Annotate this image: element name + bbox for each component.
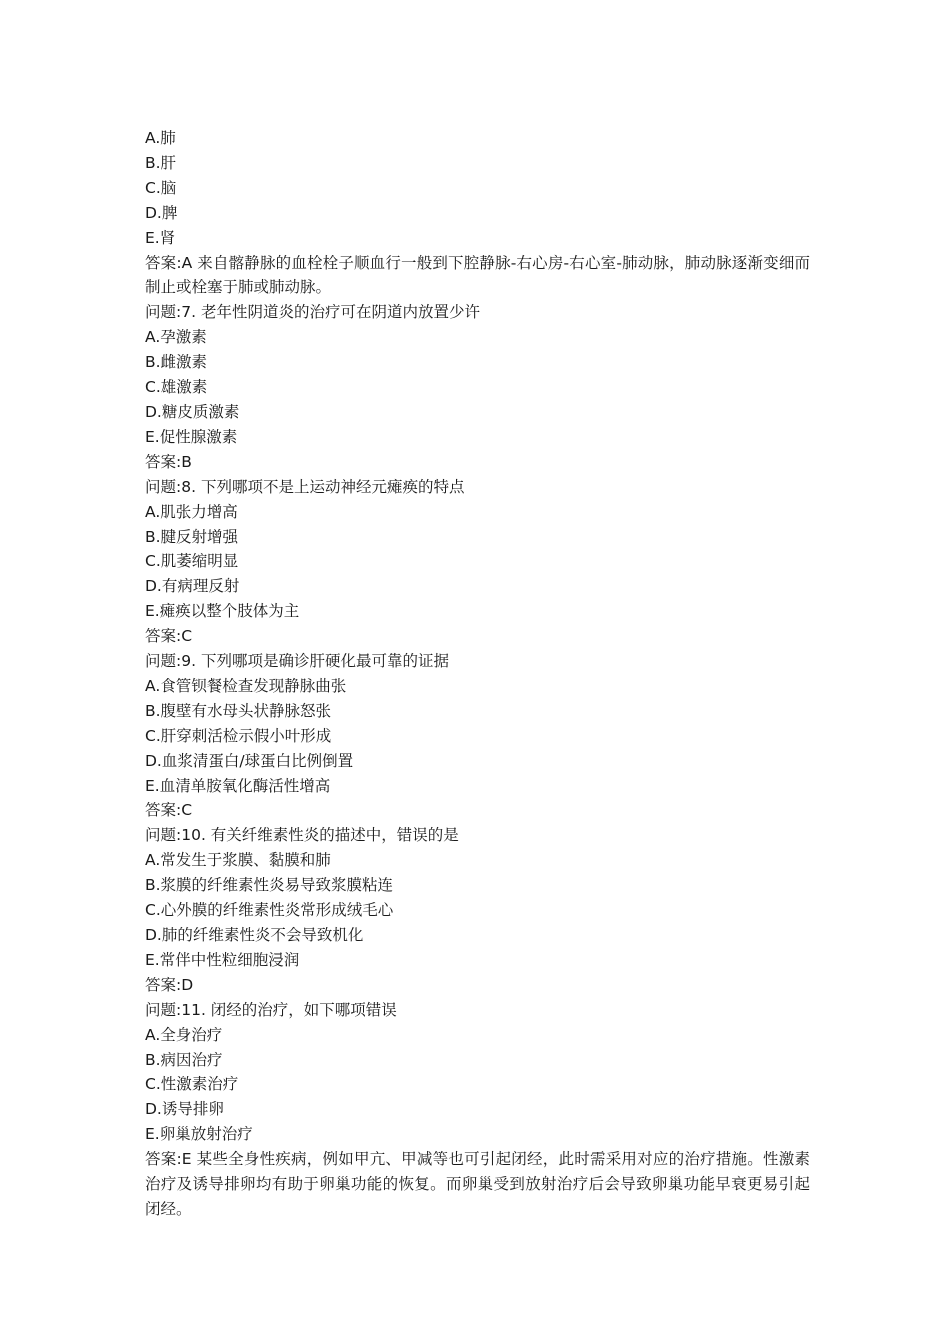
option-line: A.肺	[145, 129, 176, 147]
option-line: E.血清单胺氧化酶活性增高	[145, 776, 331, 795]
answer-line: 答案:C	[145, 801, 193, 820]
question-line: 问题:11. 闭经的治疗，如下哪项错误	[145, 1000, 397, 1019]
option-line: E.卵巢放射治疗	[145, 1125, 253, 1144]
option-line: D.糖皮质激素	[145, 402, 240, 421]
option-line: A.全身治疗	[145, 1025, 223, 1044]
question-line: 问题:10. 有关纤维素性炎的描述中，错误的是	[145, 826, 459, 845]
option-line: B.肝	[145, 153, 177, 172]
document-page	[145, 126, 810, 1222]
option-line: E.促性腺激素	[145, 427, 238, 446]
option-line: D.脾	[145, 203, 178, 222]
option-line: C.性激素治疗	[145, 1075, 239, 1094]
option-line: A.食管钡餐检查发现静脉曲张	[145, 676, 347, 695]
option-line: C.雄激素	[145, 378, 208, 397]
answer-line: 答案:C	[145, 627, 193, 646]
option-line: B.浆膜的纤维素性炎易导致浆膜粘连	[145, 876, 394, 895]
option-line: E.瘫痪以整个肢体为主	[145, 602, 300, 621]
option-line: E.肾	[145, 228, 176, 247]
option-line: A.肌张力增高	[145, 502, 238, 521]
option-line: D.血浆清蛋白/球蛋白比例倒置	[145, 751, 354, 770]
option-line: B.腱反射增强	[145, 527, 239, 546]
option-line: A.常发生于浆膜、黏膜和肺	[145, 851, 331, 870]
option-line: B.病因治疗	[145, 1050, 223, 1069]
answer-line: 答案:B	[145, 452, 192, 471]
option-line: B.雌激素	[145, 353, 208, 372]
answer-line: 答案:D	[145, 975, 194, 994]
answer-explanation: 答案:A 来自髂静脉的血栓栓子顺血行一般到下腔静脉-右心房-右心室-肺动脉，肺动脉逐渐变细而制止或栓塞于肺或肺动脉。	[145, 253, 810, 297]
option-line: B.腹壁有水母头状静脉怒张	[145, 701, 332, 720]
option-line: C.脑	[145, 178, 177, 197]
option-line: D.有病理反射	[145, 577, 240, 596]
question-line: 问题:7. 老年性阴道炎的治疗可在阴道内放置少许	[145, 303, 480, 322]
option-line: E.常伴中性粒细胞浸润	[145, 950, 300, 969]
question-line: 问题:9. 下列哪项是确诊肝硬化最可靠的证据	[145, 652, 449, 671]
option-line: D.肺的纤维素性炎不会导致机化	[145, 926, 364, 944]
question-line: 问题:8. 下列哪项不是上运动神经元瘫痪的特点	[145, 477, 465, 496]
option-line: C.肌萎缩明显	[145, 552, 239, 571]
answer-explanation: 答案:E 某些全身性疾病，例如甲亢、甲减等也可引起闭经，此时需采用对应的治疗措施。性激素治疗及诱导排卵均有助于卵巢功能的恢复。而卵巢受到放射治疗后会导致卵巢功能早衰更易引起闭经。	[145, 1150, 810, 1218]
option-line: C.心外膜的纤维素性炎常形成绒毛心	[145, 901, 394, 920]
option-line: D.诱导排卵	[145, 1100, 224, 1119]
option-line: A.孕激素	[145, 328, 207, 347]
option-line: C.肝穿刺活检示假小叶形成	[145, 726, 332, 745]
